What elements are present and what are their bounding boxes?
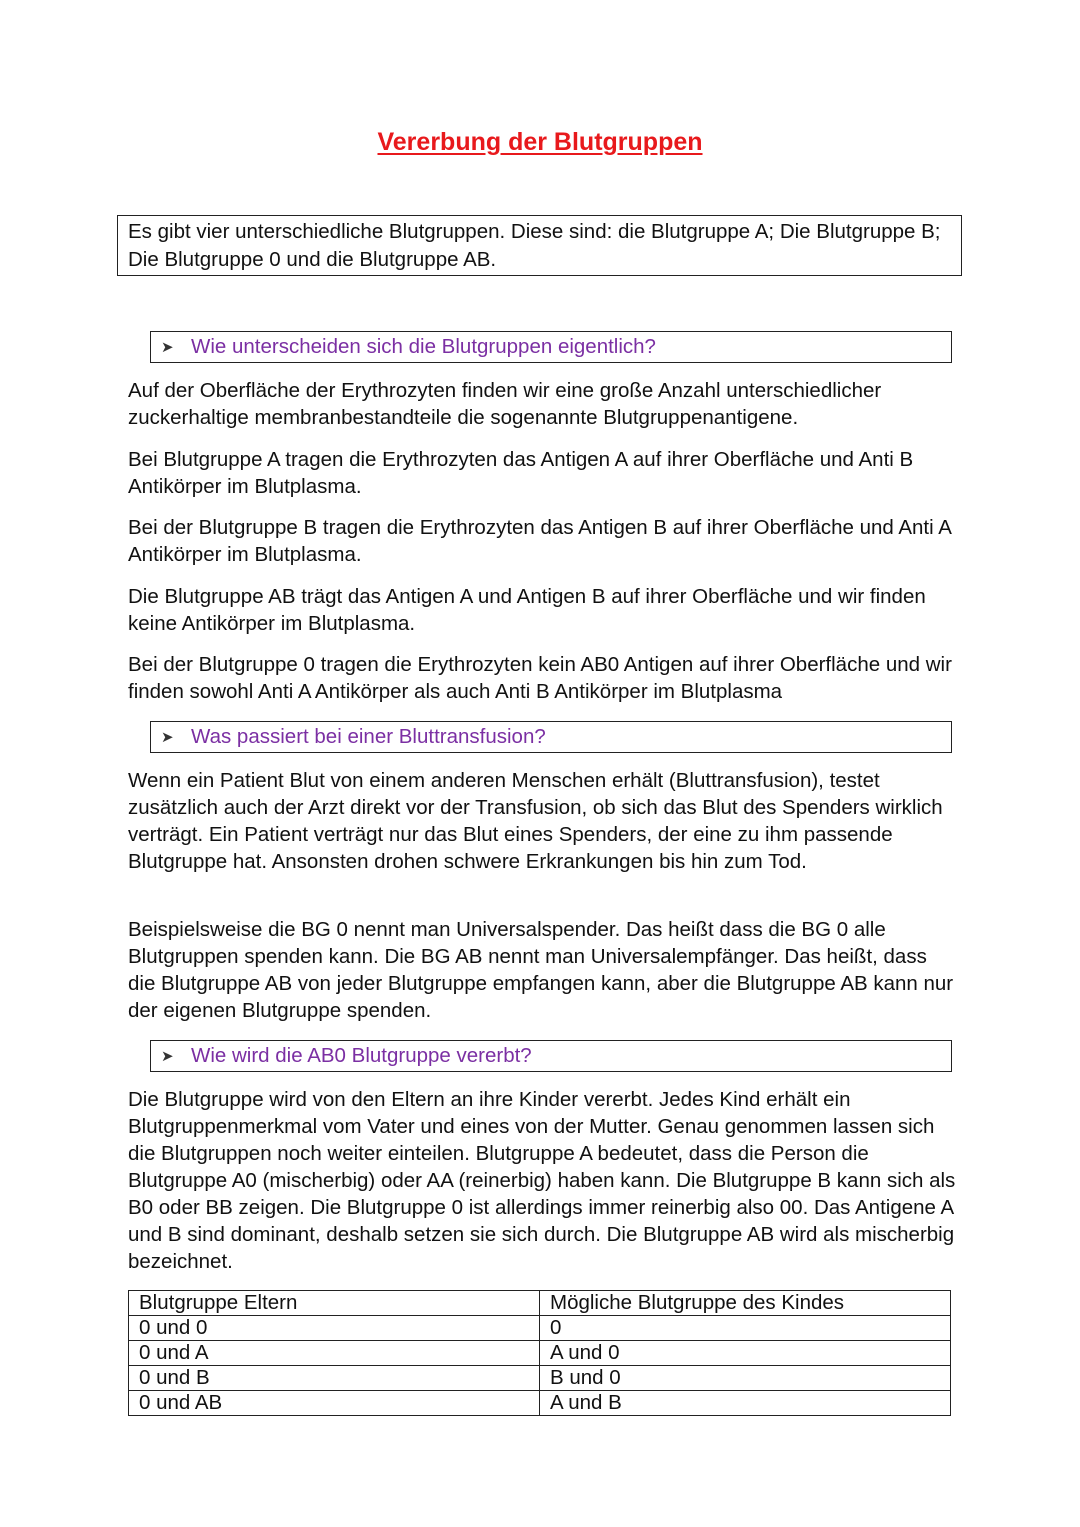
table-cell: 0 und AB [129,1391,540,1416]
paragraph: Bei der Blutgruppe B tragen die Erythrozyten das Antigen B auf ihrer Oberfläche und Anti A Antikörper im Blutplasma. [128,516,951,566]
question-text: Was passiert bei einer Bluttransfusion? [191,725,546,748]
paragraph: Bei Blutgruppe A tragen die Erythrozyten das Antigen A auf ihrer Oberfläche und Anti B Antikörper im Blutplasma. [128,448,914,498]
paragraph: Die Blutgruppe wird von den Eltern an ihre Kinder vererbt. Jedes Kind erhält ein Blutgruppenmerkmal vom Vater und eines von der Mutter. Genau genommen lassen sich die Blutgruppen noch weiter einteilen. Blutgruppe A bedeutet, dass die Person die Blutgruppe A0 (mischerbig) oder AA (reinerbig) haben kann. Die Blutgruppe B kann sich als B0 oder BB zeigen. Die Blutgruppe 0 ist allerdings immer reinerbig also 00. Das Antigene A und B sind dominant, deshalb setzen sie sich durch. Die Blutgruppe AB wird als mischerbig bezeichnet. [128,1088,956,1273]
table-cell: A und 0 [540,1341,951,1366]
table-header-cell: Mögliche Blutgruppe des Kindes [540,1291,951,1316]
page-title: Vererbung der Blutgruppen [377,128,703,156]
table-header-row [129,1291,951,1316]
question-box-differences [150,331,952,363]
paragraph: Bei der Blutgruppe 0 tragen die Erythrozyten kein AB0 Antigen auf ihrer Oberfläche und wir finden sowohl Anti A Antikörper als auch Anti B Antikörper im Blutplasma [128,653,952,703]
table-cell: B und 0 [540,1366,951,1391]
intro-box: Es gibt vier unterschiedliche Blutgruppen. Diese sind: die Blutgruppe A; Die Blutgruppe B; Die Blutgruppe 0 und die Blutgruppe AB. [117,215,962,276]
table-row [129,1391,951,1416]
question-box-inheritance [150,1040,952,1072]
paragraph: Beispielsweise die BG 0 nennt man Universalspender. Das heißt dass die BG 0 alle Blutgruppen spenden kann. Die BG AB nennt man Universalempfänger. Das heißt, dass die Blutgruppe AB von jeder Blutgruppe empfangen kann, aber die Blutgruppe AB kann nur der eigenen Blutgruppe spenden. [128,918,954,1022]
paragraph: Auf der Oberfläche der Erythrozyten finden wir eine große Anzahl unterschiedlicher zuckerhaltige membranbestandteile die sogenannte Blutgruppenantigene. [128,379,882,429]
arrow-bullet-icon: ➤ [161,729,174,746]
arrow-bullet-icon: ➤ [161,1048,174,1065]
table-cell: A und B [540,1391,951,1416]
table-row [129,1316,951,1341]
inheritance-table [128,1290,951,1416]
table-row [129,1341,951,1366]
question-text: Wie unterscheiden sich die Blutgruppen eigentlich? [191,335,656,358]
question-box-transfusion [150,721,952,753]
question-text: Wie wird die AB0 Blutgruppe vererbt? [191,1044,532,1067]
table-cell: 0 und A [129,1341,540,1366]
table-header-cell: Blutgruppe Eltern [129,1291,540,1316]
paragraph: Die Blutgruppe AB trägt das Antigen A und Antigen B auf ihrer Oberfläche und wir finden keine Antikörper im Blutplasma. [128,585,926,635]
table-row [129,1366,951,1391]
table-cell: 0 und B [129,1366,540,1391]
table-cell: 0 [540,1316,951,1341]
paragraph: Wenn ein Patient Blut von einem anderen Menschen erhält (Bluttransfusion), testet zusätzlich auch der Arzt direkt vor der Transfusion, ob sich das Blut des Spenders wirklich verträgt. Ein Patient verträgt nur das Blut eines Spenders, der eine zu ihm passende Blutgruppe hat. Ansonsten drohen schwere Erkrankungen bis hin zum Tod. [128,769,943,873]
arrow-bullet-icon: ➤ [161,339,174,356]
table-cell: 0 und 0 [129,1316,540,1341]
